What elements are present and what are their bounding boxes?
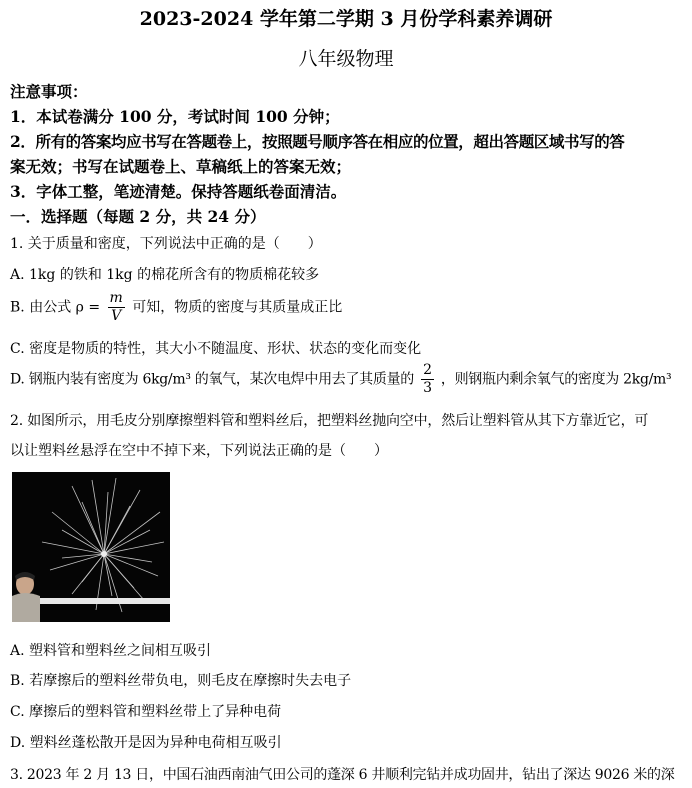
q1-option-a: A. 1kg 的铁和 1kg 的棉花所含有的物质棉花较多: [10, 267, 320, 283]
formula-denominator: V: [111, 308, 122, 324]
q3-stem-line-1: 3. 2023 年 2 月 13 日，中国石油西南油气田公司的蓬深 6 井顺利完钻并成功固井，钻出了深达 9026 米的深: [10, 767, 675, 783]
fraction-numerator: 2: [423, 362, 432, 378]
fraction-two-thirds: [421, 362, 434, 397]
notes-heading: 注意事项：: [10, 82, 88, 101]
exam-title: 2023-2024 学年第二学期 3 月份学科素养调研: [139, 8, 553, 30]
q2-stem-line-2: 以让塑料丝悬浮在空中不掉下来，下列说法正确的是（ ）: [10, 443, 388, 459]
exam-subtitle: 八年级物理: [298, 48, 394, 70]
q1-option-d-suffix: ，则钢瓶内剩余氧气的密度为 2kg/m³: [440, 371, 672, 388]
q1-stem: 1. 关于质量和密度，下列说法中正确的是（ ）: [10, 236, 322, 252]
q2-option-b: B. 若摩擦后的塑料丝带负电，则毛皮在摩擦时失去电子: [10, 673, 352, 689]
note-item-2-line-2: 案无效；书写在试题卷上、草稿纸上的答案无效；: [10, 157, 352, 176]
section-title: 一．选择题（每题 2 分，共 24 分）: [10, 207, 266, 226]
q2-stem-line-1: 2. 如图所示，用毛皮分别摩擦塑料管和塑料丝后，把塑料丝抛向空中，然后让塑料管从其下方靠近它，可: [10, 413, 649, 429]
q1-option-d: [10, 362, 671, 397]
q2-option-c: C. 摩擦后的塑料管和塑料丝带上了异种电荷: [10, 704, 282, 720]
static-electricity-photo: [12, 472, 170, 622]
q1-option-b: [10, 290, 342, 325]
fraction-denominator: 3: [423, 380, 432, 396]
photo-illustration: [12, 472, 170, 622]
note-item-2-line-1: 2．所有的答案均应书写在答题卷上，按照题号顺序答在相应的位置，超出答题区域书写的答: [10, 132, 625, 151]
formula-numerator: m: [109, 290, 123, 306]
q1-option-b-suffix: 可知，物质的密度与其质量成正比: [132, 299, 343, 316]
q2-option-a: A. 塑料管和塑料丝之间相互吸引: [10, 643, 212, 659]
q1-option-b-prefix: B. 由公式 ρ =: [10, 299, 101, 316]
q2-option-d: D. 塑料丝蓬松散开是因为异种电荷相互吸引: [10, 735, 282, 751]
note-item-1: 1．本试卷满分 100 分，考试时间 100 分钟；: [10, 107, 340, 126]
q1-option-d-prefix: D. 钢瓶内装有密度为 6kg/m³ 的氧气，某次电焊中用去了其质量的: [10, 371, 414, 388]
q1-option-c: C. 密度是物质的特性，其大小不随温度、形状、状态的变化而变化: [10, 341, 422, 357]
note-item-3: 3．字体工整，笔迹清楚。保持答题纸卷面清洁。: [10, 182, 347, 201]
density-formula-fraction: [108, 290, 125, 325]
